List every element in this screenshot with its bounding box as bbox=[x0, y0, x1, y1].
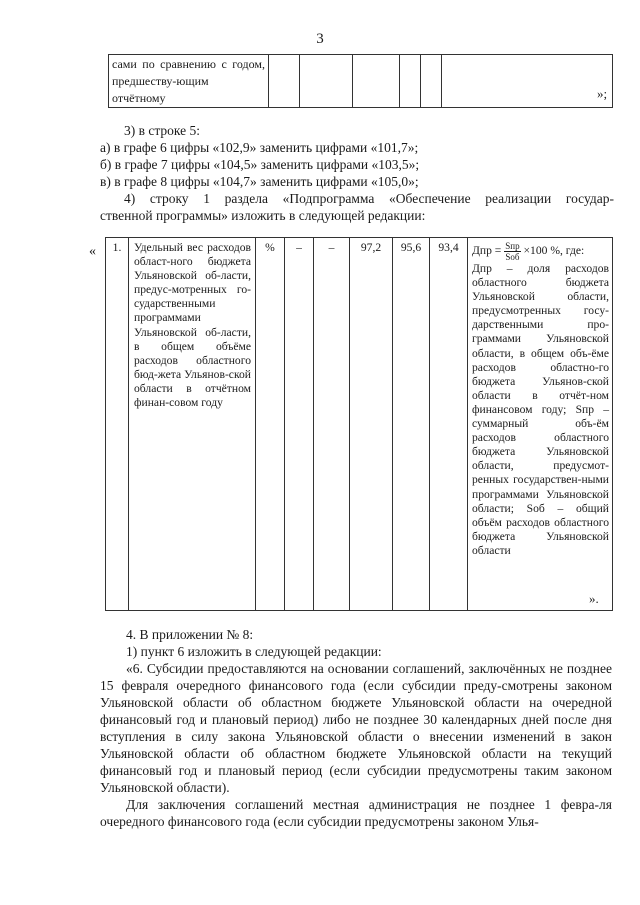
paragraph-item-a: а) в графе 6 цифры «102,9» заменить цифрами «101,7»; bbox=[100, 140, 419, 155]
paragraph-item-4-cont: ственной программы» изложить в следующей редакции: bbox=[100, 208, 426, 223]
table-cell bbox=[442, 55, 613, 108]
table-program-row bbox=[105, 237, 613, 611]
formula bbox=[472, 241, 609, 262]
paragraph-item-c: в) в графе 8 цифры «104,7» заменить цифрами «105,0»; bbox=[100, 174, 419, 189]
closing-quote: »; bbox=[597, 86, 608, 101]
paragraph-agreements: Для заключения соглашений местная администрация не позднее 1 февра-ля очередного финансового года (если субсидии предусмотрены законом Улья- bbox=[100, 797, 612, 829]
formula-numerator: Sпр bbox=[505, 241, 520, 251]
table-cell-col6: 97,2 bbox=[350, 238, 393, 611]
table-cell-col8: 93,4 bbox=[430, 238, 468, 611]
paragraph-item-4: 4) строку 1 раздела «Подпрограмма «Обеспечение реализации государ- bbox=[124, 191, 614, 206]
formula-lhs: Дпр = bbox=[472, 244, 502, 258]
table-cell-formula bbox=[468, 238, 613, 611]
paragraph-item-b: б) в графе 7 цифры «104,5» заменить цифрами «103,5»; bbox=[100, 157, 420, 172]
paragraph-subsidies: «6. Субсидии предоставляются на основании соглашений, заключённых не позднее 15 февраля очередного финансового года (если субсидии преду-смотрены законом Ульяновской области об областном бюджете Ульяновской области на очередной финансовый год и плановый период) либо не позднее 30 календарных дней после дня вступления в силу закона Ульяновской области о внесении изменений в закон Ульяновской области об областном бюджете Ульяновской области на текущий финансовый год и плановый период (если субсидии предусмотрены таким законом Ульяновской области). bbox=[100, 661, 612, 795]
formula-denominator: Sоб bbox=[505, 252, 520, 262]
table-cell-unit: % bbox=[256, 238, 285, 611]
table-cell-indicator: Удельный вес расходов област-ного бюджета Ульяновской об-ласти, предус-мотренных го-сударственными программами Ульяновской об-ласти, в общем объёме расходов областного бюд-жета Ульянов-ской области в отчётном финан-совом году bbox=[129, 238, 256, 611]
table-cell-indicator-tail: сами по сравнению с годом, предшеству-ющим отчётному bbox=[109, 55, 269, 108]
section-4-heading: 4. В приложении № 8: bbox=[126, 627, 254, 642]
table-cell-col7: 95,6 bbox=[393, 238, 430, 611]
formula-fraction bbox=[504, 241, 520, 262]
table-fragment-top bbox=[108, 54, 613, 108]
closing-quote: ». bbox=[589, 591, 599, 606]
table-cell-col4: – bbox=[285, 238, 314, 611]
paragraph-row5: 3) в строке 5: bbox=[124, 123, 201, 138]
table-cell-col5: – bbox=[314, 238, 350, 611]
table-cell bbox=[269, 55, 300, 108]
table-cell bbox=[353, 55, 400, 108]
section-4-item-1: 1) пункт 6 изложить в следующей редакции: bbox=[126, 644, 382, 659]
table-cell bbox=[421, 55, 442, 108]
table-cell bbox=[400, 55, 421, 108]
table-cell-number: 1. bbox=[106, 238, 129, 611]
formula-description: Дпр – доля расходов областного бюджета Ульяновской области, предусмотренных госу-дарственными про-граммами Ульяновской области, в общем объ-ёме расходов областно-го бюджета Ульянов-ской области в отчёт-ном финансовом году; Sпр – суммарный объ-ём расходов областного бюджета Ульяновской области, предусмот-ренных государствен-ными программами Ульяновской области; Sоб – общий объём расходов областного бюджета Ульяновской области bbox=[472, 262, 609, 557]
table-cell bbox=[300, 55, 353, 108]
opening-quote: « bbox=[89, 244, 96, 259]
page-number: 3 bbox=[316, 31, 324, 47]
formula-rhs: ×100 %, где: bbox=[523, 244, 585, 258]
